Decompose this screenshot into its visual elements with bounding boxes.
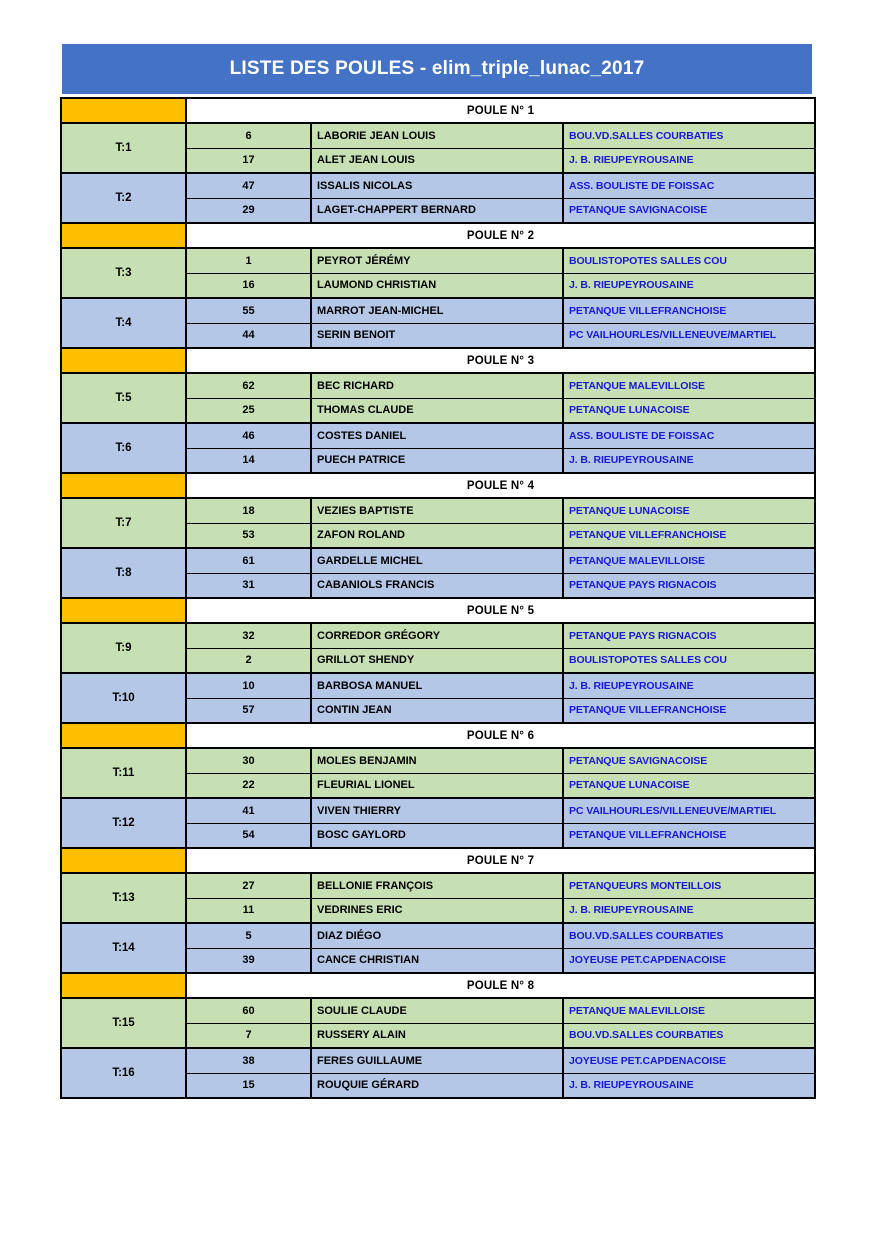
player-club: PC VAILHOURLES/VILLENEUVE/MARTIEL: [563, 798, 815, 823]
team-label: T:9: [61, 623, 186, 673]
poule-title: POULE N° 1: [186, 98, 815, 123]
player-number: 29: [186, 198, 311, 223]
player-name: THOMAS CLAUDE: [311, 398, 563, 423]
player-name: PEYROT JÉRÉMY: [311, 248, 563, 273]
player-row: [61, 623, 815, 648]
player-number: 55: [186, 298, 311, 323]
player-number: 47: [186, 173, 311, 198]
player-row: [61, 298, 815, 323]
player-club: PC VAILHOURLES/VILLENEUVE/MARTIEL: [563, 323, 815, 348]
poule-tag-cell: [61, 98, 186, 123]
player-number: 60: [186, 998, 311, 1023]
player-name: BEC RICHARD: [311, 373, 563, 398]
poule-title: POULE N° 8: [186, 973, 815, 998]
player-number: 15: [186, 1073, 311, 1098]
player-name: CORREDOR GRÉGORY: [311, 623, 563, 648]
player-name: VEZIES BAPTISTE: [311, 498, 563, 523]
player-number: 2: [186, 648, 311, 673]
team-label: T:7: [61, 498, 186, 548]
poule-header-row: [61, 348, 815, 373]
player-number: 46: [186, 423, 311, 448]
player-row: [61, 748, 815, 773]
player-number: 22: [186, 773, 311, 798]
player-number: 18: [186, 498, 311, 523]
player-number: 57: [186, 698, 311, 723]
player-club: PETANQUE VILLEFRANCHOISE: [563, 698, 815, 723]
player-number: 30: [186, 748, 311, 773]
player-row: [61, 873, 815, 898]
poule-header-row: [61, 98, 815, 123]
player-name: GRILLOT SHENDY: [311, 648, 563, 673]
player-number: 41: [186, 798, 311, 823]
player-name: FERES GUILLAUME: [311, 1048, 563, 1073]
player-number: 11: [186, 898, 311, 923]
player-name: PUECH PATRICE: [311, 448, 563, 473]
poule-title: POULE N° 2: [186, 223, 815, 248]
player-row: [61, 498, 815, 523]
player-club: PETANQUEURS MONTEILLOIS: [563, 873, 815, 898]
player-name: VEDRINES ERIC: [311, 898, 563, 923]
team-label: T:12: [61, 798, 186, 848]
player-name: RUSSERY ALAIN: [311, 1023, 563, 1048]
player-club: PETANQUE LUNACOISE: [563, 773, 815, 798]
player-name: SOULIE CLAUDE: [311, 998, 563, 1023]
player-name: VIVEN THIERRY: [311, 798, 563, 823]
player-row: [61, 173, 815, 198]
player-number: 62: [186, 373, 311, 398]
player-number: 7: [186, 1023, 311, 1048]
player-club: PETANQUE SAVIGNACOISE: [563, 198, 815, 223]
player-club: PETANQUE LUNACOISE: [563, 498, 815, 523]
player-club: PETANQUE MALEVILLOISE: [563, 548, 815, 573]
team-label: T:1: [61, 123, 186, 173]
team-label: T:15: [61, 998, 186, 1048]
player-club: J. B. RIEUPEYROUSAINE: [563, 148, 815, 173]
player-number: 54: [186, 823, 311, 848]
player-row: [61, 548, 815, 573]
player-number: 25: [186, 398, 311, 423]
player-number: 14: [186, 448, 311, 473]
player-club: BOULISTOPOTES SALLES COU: [563, 648, 815, 673]
poule-header-row: [61, 848, 815, 873]
player-name: CONTIN JEAN: [311, 698, 563, 723]
player-club: BOU.VD.SALLES COURBATIES: [563, 123, 815, 148]
player-name: COSTES DANIEL: [311, 423, 563, 448]
player-row: [61, 1048, 815, 1073]
player-club: J. B. RIEUPEYROUSAINE: [563, 448, 815, 473]
player-row: [61, 673, 815, 698]
poule-tag-cell: [61, 848, 186, 873]
player-number: 32: [186, 623, 311, 648]
player-club: ASS. BOULISTE DE FOISSAC: [563, 173, 815, 198]
player-club: PETANQUE PAYS RIGNACOIS: [563, 573, 815, 598]
player-name: BELLONIE FRANÇOIS: [311, 873, 563, 898]
team-label: T:6: [61, 423, 186, 473]
player-number: 31: [186, 573, 311, 598]
player-number: 27: [186, 873, 311, 898]
player-club: PETANQUE MALEVILLOISE: [563, 373, 815, 398]
player-club: PETANQUE VILLEFRANCHOISE: [563, 823, 815, 848]
player-row: [61, 373, 815, 398]
player-name: CABANIOLS FRANCIS: [311, 573, 563, 598]
player-name: ROUQUIE GÉRARD: [311, 1073, 563, 1098]
team-label: T:10: [61, 673, 186, 723]
player-club: ASS. BOULISTE DE FOISSAC: [563, 423, 815, 448]
player-name: LAGET-CHAPPERT BERNARD: [311, 198, 563, 223]
player-name: SERIN BENOIT: [311, 323, 563, 348]
team-label: T:2: [61, 173, 186, 223]
team-label: T:13: [61, 873, 186, 923]
player-number: 61: [186, 548, 311, 573]
player-club: BOU.VD.SALLES COURBATIES: [563, 923, 815, 948]
player-name: ZAFON ROLAND: [311, 523, 563, 548]
player-number: 44: [186, 323, 311, 348]
poule-tag-cell: [61, 473, 186, 498]
player-club: JOYEUSE PET.CAPDENACOISE: [563, 1048, 815, 1073]
team-label: T:4: [61, 298, 186, 348]
poule-tag-cell: [61, 598, 186, 623]
page-title-banner: [62, 44, 812, 94]
player-number: 17: [186, 148, 311, 173]
player-number: 53: [186, 523, 311, 548]
team-label: T:14: [61, 923, 186, 973]
player-number: 5: [186, 923, 311, 948]
player-name: ALET JEAN LOUIS: [311, 148, 563, 173]
player-number: 38: [186, 1048, 311, 1073]
player-club: J. B. RIEUPEYROUSAINE: [563, 273, 815, 298]
player-club: BOU.VD.SALLES COURBATIES: [563, 1023, 815, 1048]
poule-tag-cell: [61, 348, 186, 373]
player-number: 6: [186, 123, 311, 148]
player-row: [61, 248, 815, 273]
player-club: J. B. RIEUPEYROUSAINE: [563, 898, 815, 923]
player-club: BOULISTOPOTES SALLES COU: [563, 248, 815, 273]
player-row: [61, 923, 815, 948]
player-number: 1: [186, 248, 311, 273]
poule-title: POULE N° 3: [186, 348, 815, 373]
poule-header-row: [61, 223, 815, 248]
player-number: 10: [186, 673, 311, 698]
player-club: J. B. RIEUPEYROUSAINE: [563, 673, 815, 698]
poule-tag-cell: [61, 723, 186, 748]
player-name: DIAZ DIÉGO: [311, 923, 563, 948]
poule-title: POULE N° 7: [186, 848, 815, 873]
player-number: 16: [186, 273, 311, 298]
poule-tag-cell: [61, 223, 186, 248]
player-club: PETANQUE MALEVILLOISE: [563, 998, 815, 1023]
player-name: LABORIE JEAN LOUIS: [311, 123, 563, 148]
team-label: T:3: [61, 248, 186, 298]
poule-header-row: [61, 723, 815, 748]
player-row: [61, 123, 815, 148]
player-name: BOSC GAYLORD: [311, 823, 563, 848]
team-label: T:5: [61, 373, 186, 423]
poule-header-row: [61, 473, 815, 498]
player-club: JOYEUSE PET.CAPDENACOISE: [563, 948, 815, 973]
player-name: BARBOSA MANUEL: [311, 673, 563, 698]
player-name: LAUMOND CHRISTIAN: [311, 273, 563, 298]
page-title: LISTE DES POULES - elim_triple_lunac_2017: [229, 58, 645, 79]
player-club: PETANQUE SAVIGNACOISE: [563, 748, 815, 773]
player-club: PETANQUE VILLEFRANCHOISE: [563, 298, 815, 323]
player-name: CANCE CHRISTIAN: [311, 948, 563, 973]
team-label: T:8: [61, 548, 186, 598]
poule-title: POULE N° 6: [186, 723, 815, 748]
player-club: J. B. RIEUPEYROUSAINE: [563, 1073, 815, 1098]
player-name: MOLES BENJAMIN: [311, 748, 563, 773]
poule-header-row: [61, 973, 815, 998]
player-name: GARDELLE MICHEL: [311, 548, 563, 573]
player-name: ISSALIS NICOLAS: [311, 173, 563, 198]
poules-table: [60, 97, 816, 1099]
player-row: [61, 998, 815, 1023]
player-club: PETANQUE PAYS RIGNACOIS: [563, 623, 815, 648]
player-name: MARROT JEAN-MICHEL: [311, 298, 563, 323]
poule-title: POULE N° 4: [186, 473, 815, 498]
poule-title: POULE N° 5: [186, 598, 815, 623]
player-row: [61, 423, 815, 448]
player-club: PETANQUE LUNACOISE: [563, 398, 815, 423]
player-number: 39: [186, 948, 311, 973]
player-club: PETANQUE VILLEFRANCHOISE: [563, 523, 815, 548]
poule-header-row: [61, 598, 815, 623]
player-row: [61, 798, 815, 823]
team-label: T:16: [61, 1048, 186, 1098]
poule-tag-cell: [61, 973, 186, 998]
player-name: FLEURIAL LIONEL: [311, 773, 563, 798]
team-label: T:11: [61, 748, 186, 798]
